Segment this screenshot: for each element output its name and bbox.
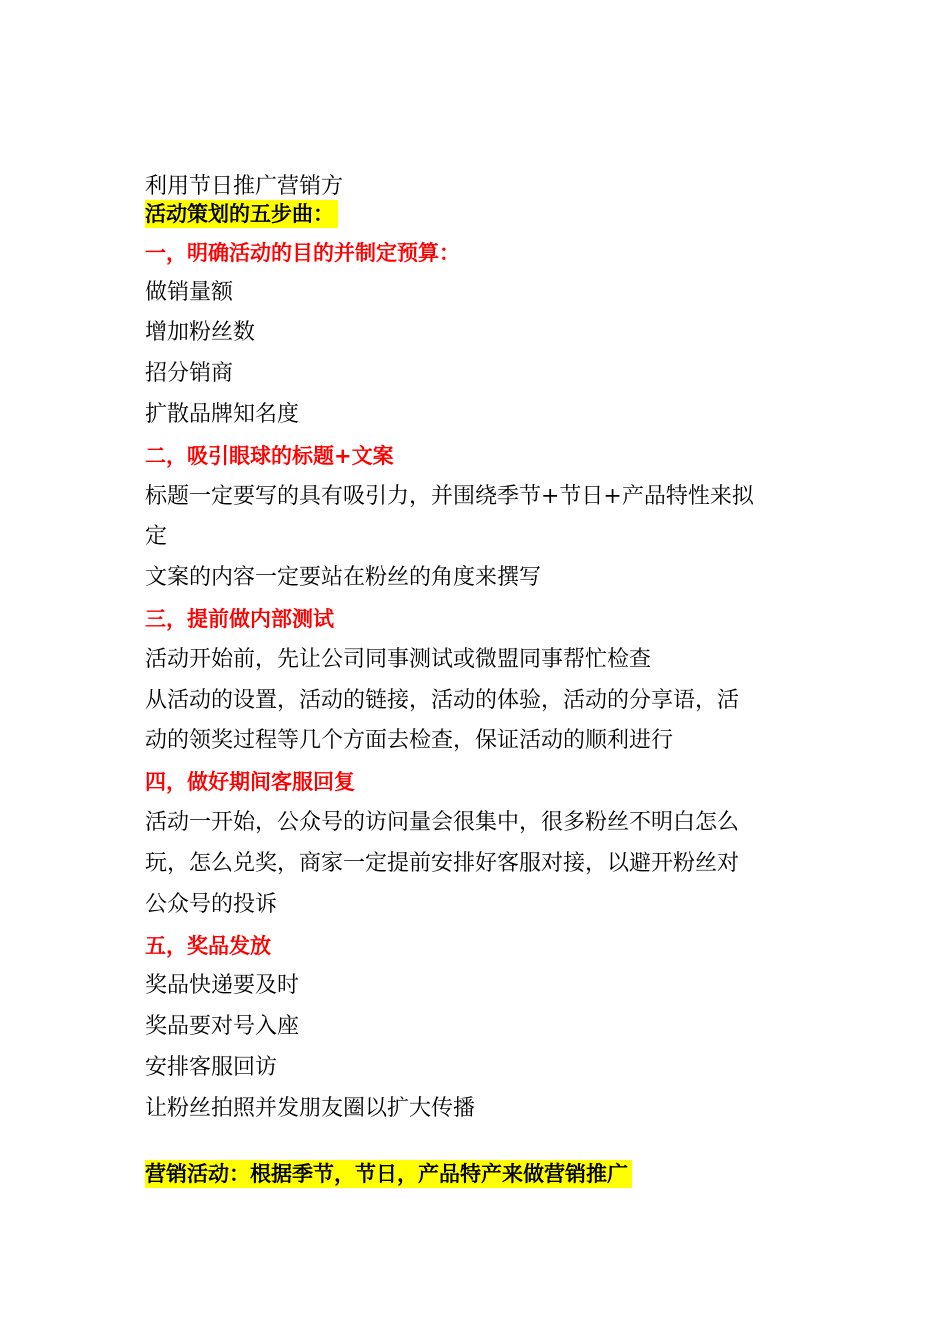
step-5-line: 奖品快递要及时 [145,973,300,998]
step-3-line: 活动开始前，先让公司同事测试或微盟同事帮忙检查 [145,647,652,672]
step-1-line: 扩散品牌知名度 [145,402,300,427]
step-2-line: 标题一定要写的具有吸引力，并围绕季节+节日+产品特性来拟 [145,484,754,509]
step-5-line: 让粉丝拍照并发朋友圈以扩大传播 [145,1096,476,1121]
step-4-line: 活动一开始，公众号的访问量会很集中，很多粉丝不明白怎么 [145,810,740,835]
step-3-heading: 三，提前做内部测试 [145,607,334,631]
step-5-heading: 五，奖品发放 [145,934,271,958]
step-4-heading: 四，做好期间客服回复 [145,770,355,794]
step-2-heading: 二，吸引眼球的标题+文案 [145,444,394,468]
step-2-line: 文案的内容一定要站在粉丝的角度来撰写 [145,565,542,590]
footer-heading-highlighted: 营销活动：根据季节，节日，产品特产来做营销推广 [145,1160,632,1188]
document-title: 利用节日推广营销方 [145,174,344,199]
step-1-line: 做销量额 [145,280,234,305]
step-5-line: 安排客服回访 [145,1055,278,1080]
step-1-heading: 一，明确活动的目的并制定预算： [145,241,460,265]
step-5-line: 奖品要对号入座 [145,1014,300,1039]
step-3-line: 从活动的设置，活动的链接，活动的体验，活动的分享语，活 [145,688,740,713]
step-4-line: 玩，怎么兑奖，商家一定提前安排好客服对接，以避开粉丝对 [145,851,740,876]
section-heading-highlighted: 活动策划的五步曲： [145,200,338,228]
step-3-line: 动的领奖过程等几个方面去检查，保证活动的顺利进行 [145,728,674,753]
step-1-line: 招分销商 [145,361,234,386]
step-2-line: 定 [145,524,168,549]
step-4-line: 公众号的投诉 [145,892,278,917]
step-1-line: 增加粉丝数 [145,320,256,345]
